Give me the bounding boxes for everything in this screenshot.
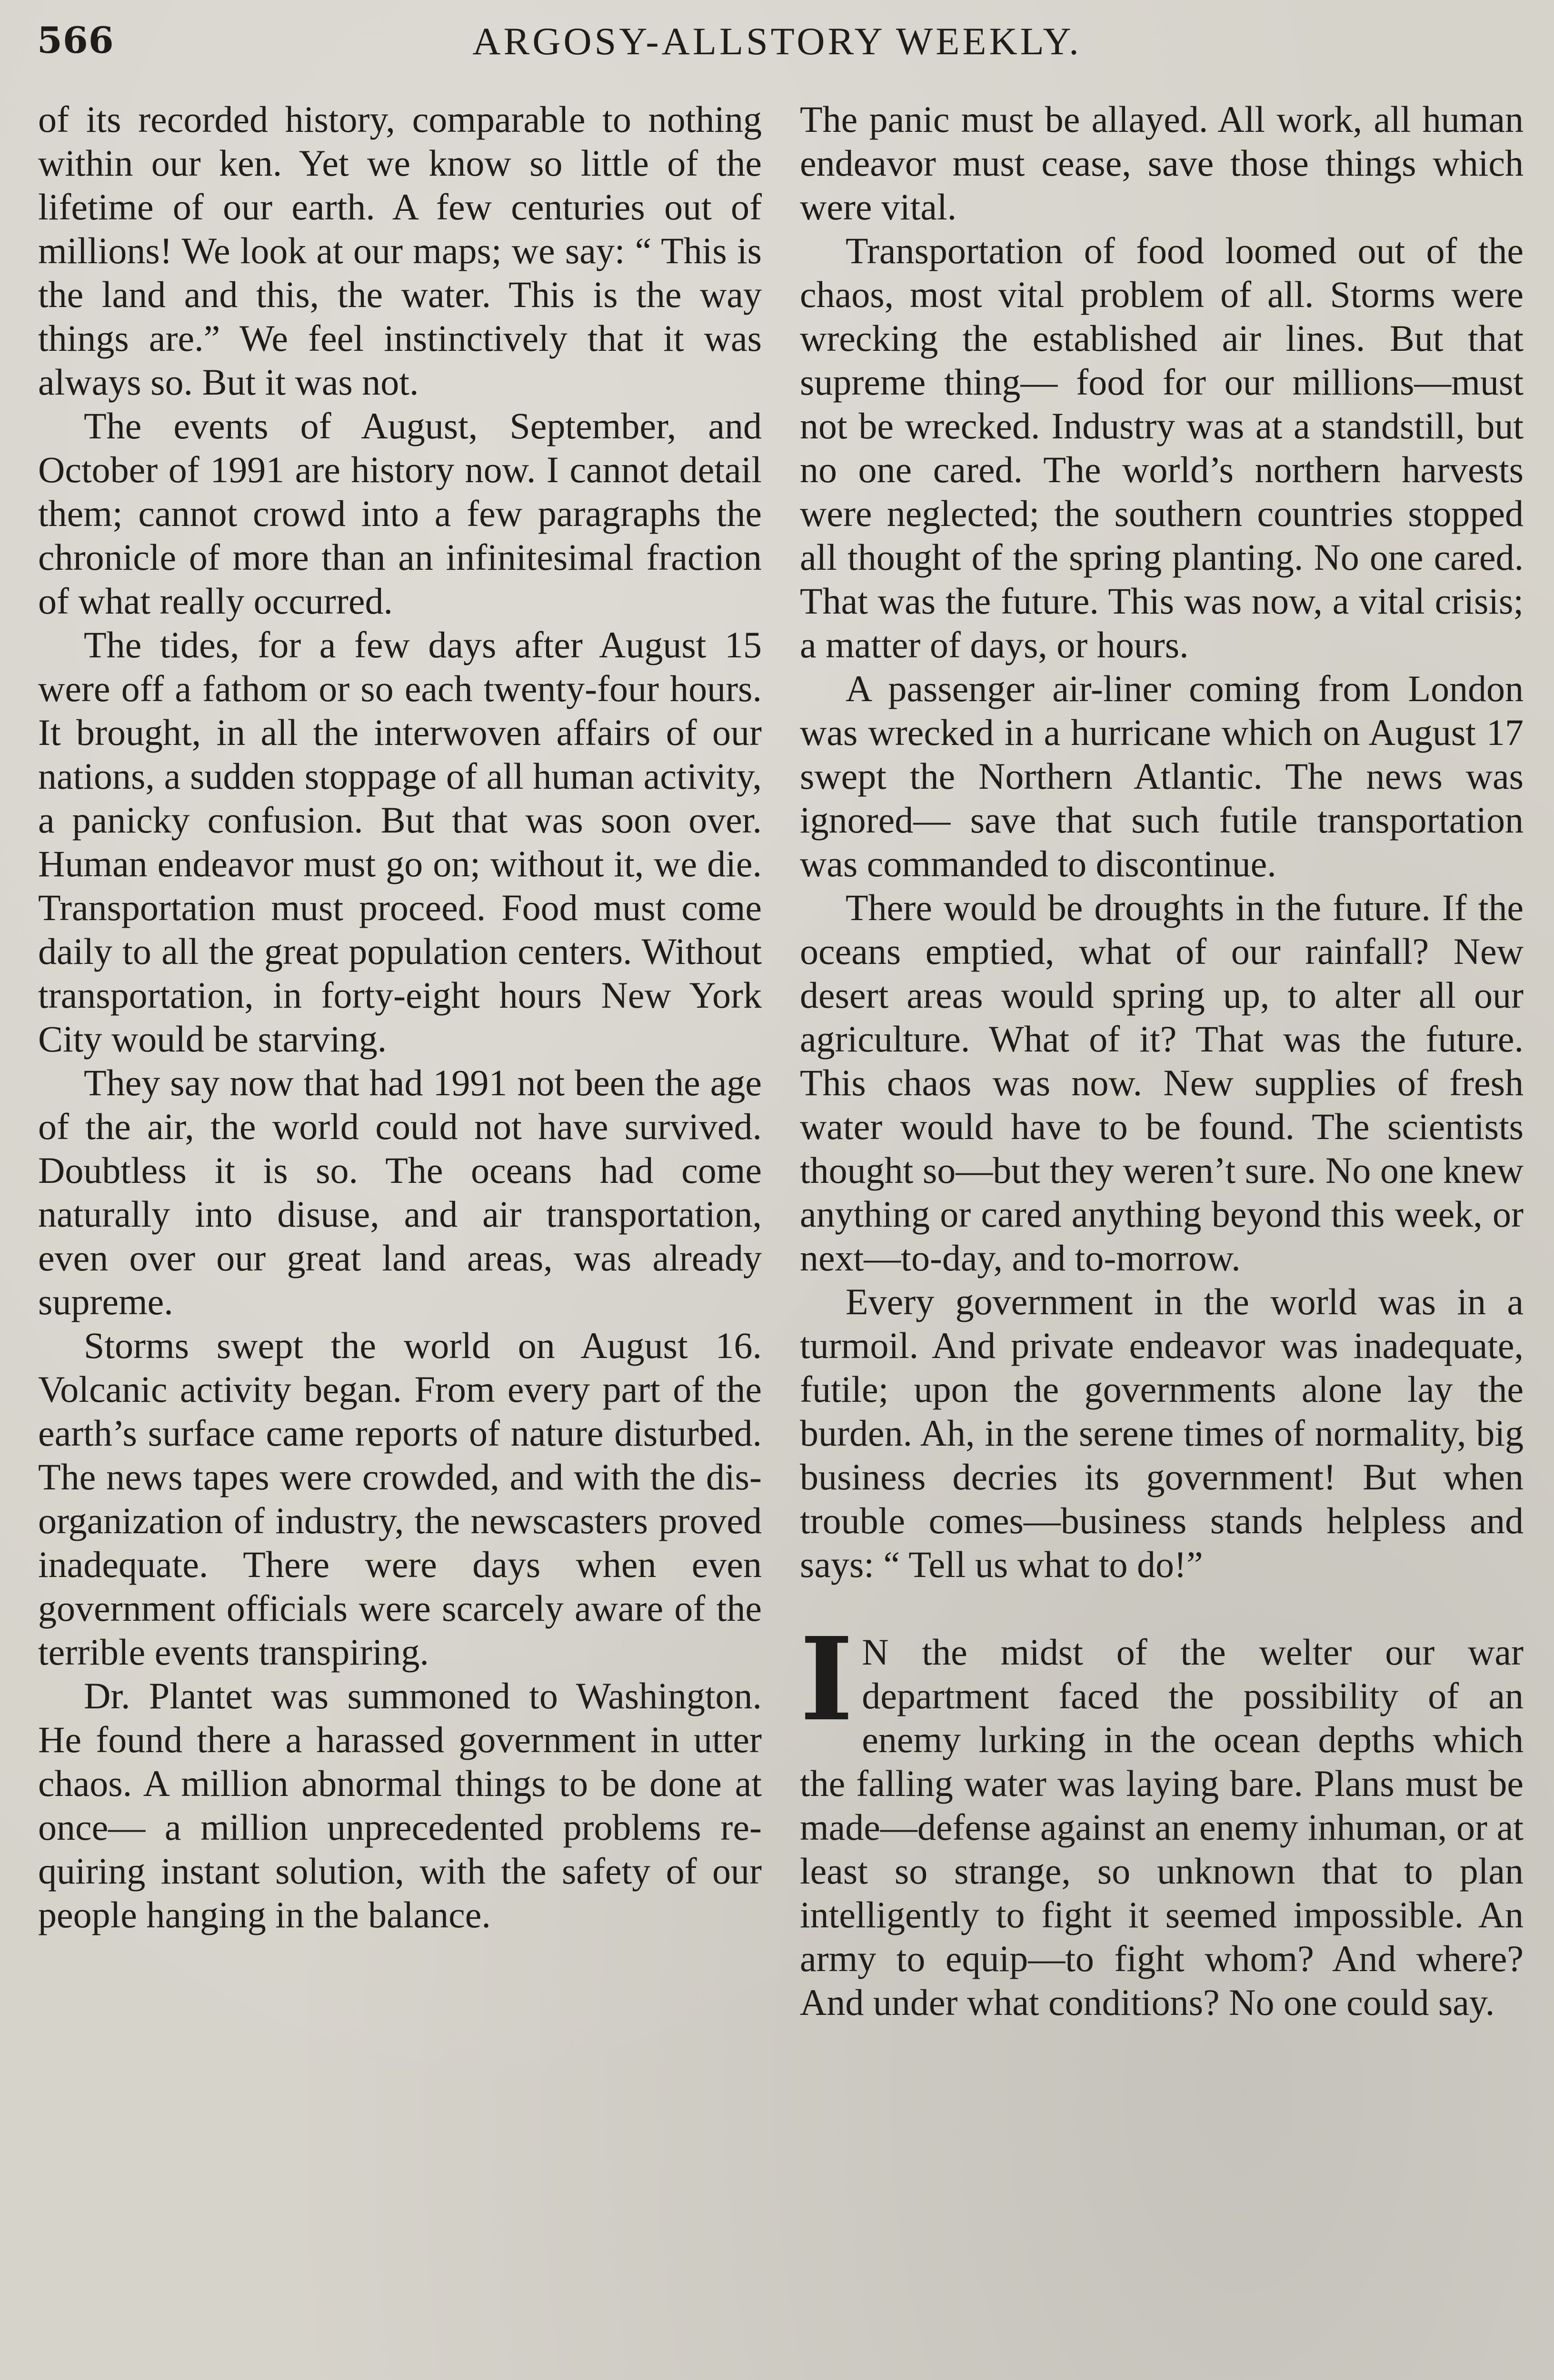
paragraph: The panic must be allayed. All work, all human endeavor must cease, save those things which were vital. bbox=[800, 99, 1524, 228]
section-text: N the midst of the welter our war department faced the possibility of an enemy lurking in the ocean depths which the falling water was laying bare. Plans must be made—defense against an enemy inhuman, or at least so strange, so unknown that to plan intelligently to fight it seemed impossible. An army to equip—to fight whom? And where? And under what conditions? No one could say. bbox=[800, 1631, 1524, 2023]
section-opening-paragraph bbox=[800, 1612, 1524, 2024]
paragraph: Every government in the world was in a turmoil. And private endeavor was inadequate, futile; upon the governments alone lay the burden. Ah, in the serene times of normality, big business decries its government! But when trouble comes—business stands helpless and says: “ Tell us what to do!” bbox=[800, 1281, 1524, 1585]
paragraph: Transportation of food loomed out of the chaos, most vital problem of all. Storms were wrecking the established air lines. But that supreme thing— food for our millions—must not be wrecked. Industry was at a standstill, but no one cared. The world’s northern harvests were neglected; the southern countries stopped all thought of the spring planting. No one cared. That was the future. This was now, a vital crisis; a matter of days, or hours. bbox=[800, 230, 1524, 665]
running-title: ARGOSY-ALLSTORY WEEKLY. bbox=[472, 20, 1082, 63]
paragraph: Storms swept the world on August 16. Volcanic activity began. From every part of the earth’s surface came reports of nature disturbed. The news tapes were crowded, and with the disorganization of industry, the newscasters proved inadequate. There were days when even government officials were scarcely aware of the terrible events transpiring. bbox=[38, 1325, 762, 1673]
paragraph: The tides, for a few days after August 15 were off a fathom or so each twenty-four hours. It brought, in all the interwoven affairs of our nations, a sudden stoppage of all human activity, a panicky confusion. But that was soon over. Human endeavor must go on; without it, we die. Transportation must proceed. Food must come daily to all the great population centers. Without transportation, in forty-eight hours New York City would be starving. bbox=[38, 624, 762, 1060]
page-header bbox=[37, 14, 1517, 71]
paragraph: The events of August, September, and October of 1991 are history now. I cannot detail them; cannot crowd into a few paragraphs the chronicle of more than an infinitesimal fraction of what really occurred. bbox=[38, 405, 762, 622]
paragraph: Dr. Plantet was summoned to Washington. He found there a harassed government in utter chaos. A million abnormal things to be done at once— a million unprecedented problems requiring instant solution, with the safety of our people hanging in the balance. bbox=[38, 1675, 762, 1935]
paragraph: They say now that had 1991 not been the age of the air, the world could not have survived. Doubtless it is so. The oceans had come naturally into disuse, and air transportation, even over our great land areas, was already supreme. bbox=[38, 1062, 762, 1322]
section-break bbox=[800, 1587, 1524, 1630]
drop-cap: I bbox=[800, 1612, 854, 1746]
paragraph: of its recorded history, comparable to nothing within our ken. Yet we know so little of the lifetime of our earth. A few centuries out of millions! We look at our maps; we say: “ This is the land and this, the water. This is the way things are.” We feel instinctively that it was always so. But it was not. bbox=[38, 99, 762, 403]
paragraph: There would be droughts in the future. If the oceans emptied, what of our rainfall? New desert areas would spring up, to alter all our agriculture. What of it? That was the future. This chaos was now. New supplies of fresh water would have to be found. The scientists thought so—but they weren’t sure. No one knew anything or cared anything beyond this week, or next—to-day, and to-morrow. bbox=[800, 887, 1524, 1279]
left-column bbox=[38, 98, 762, 1937]
right-column bbox=[800, 98, 1524, 2024]
page-number: 566 bbox=[37, 19, 114, 61]
paragraph: A passenger air-liner coming from London was wrecked in a hurricane which on August 17 swept the Northern Atlantic. The news was ignored— save that such futile transportation was commanded to discontinue. bbox=[800, 668, 1524, 884]
